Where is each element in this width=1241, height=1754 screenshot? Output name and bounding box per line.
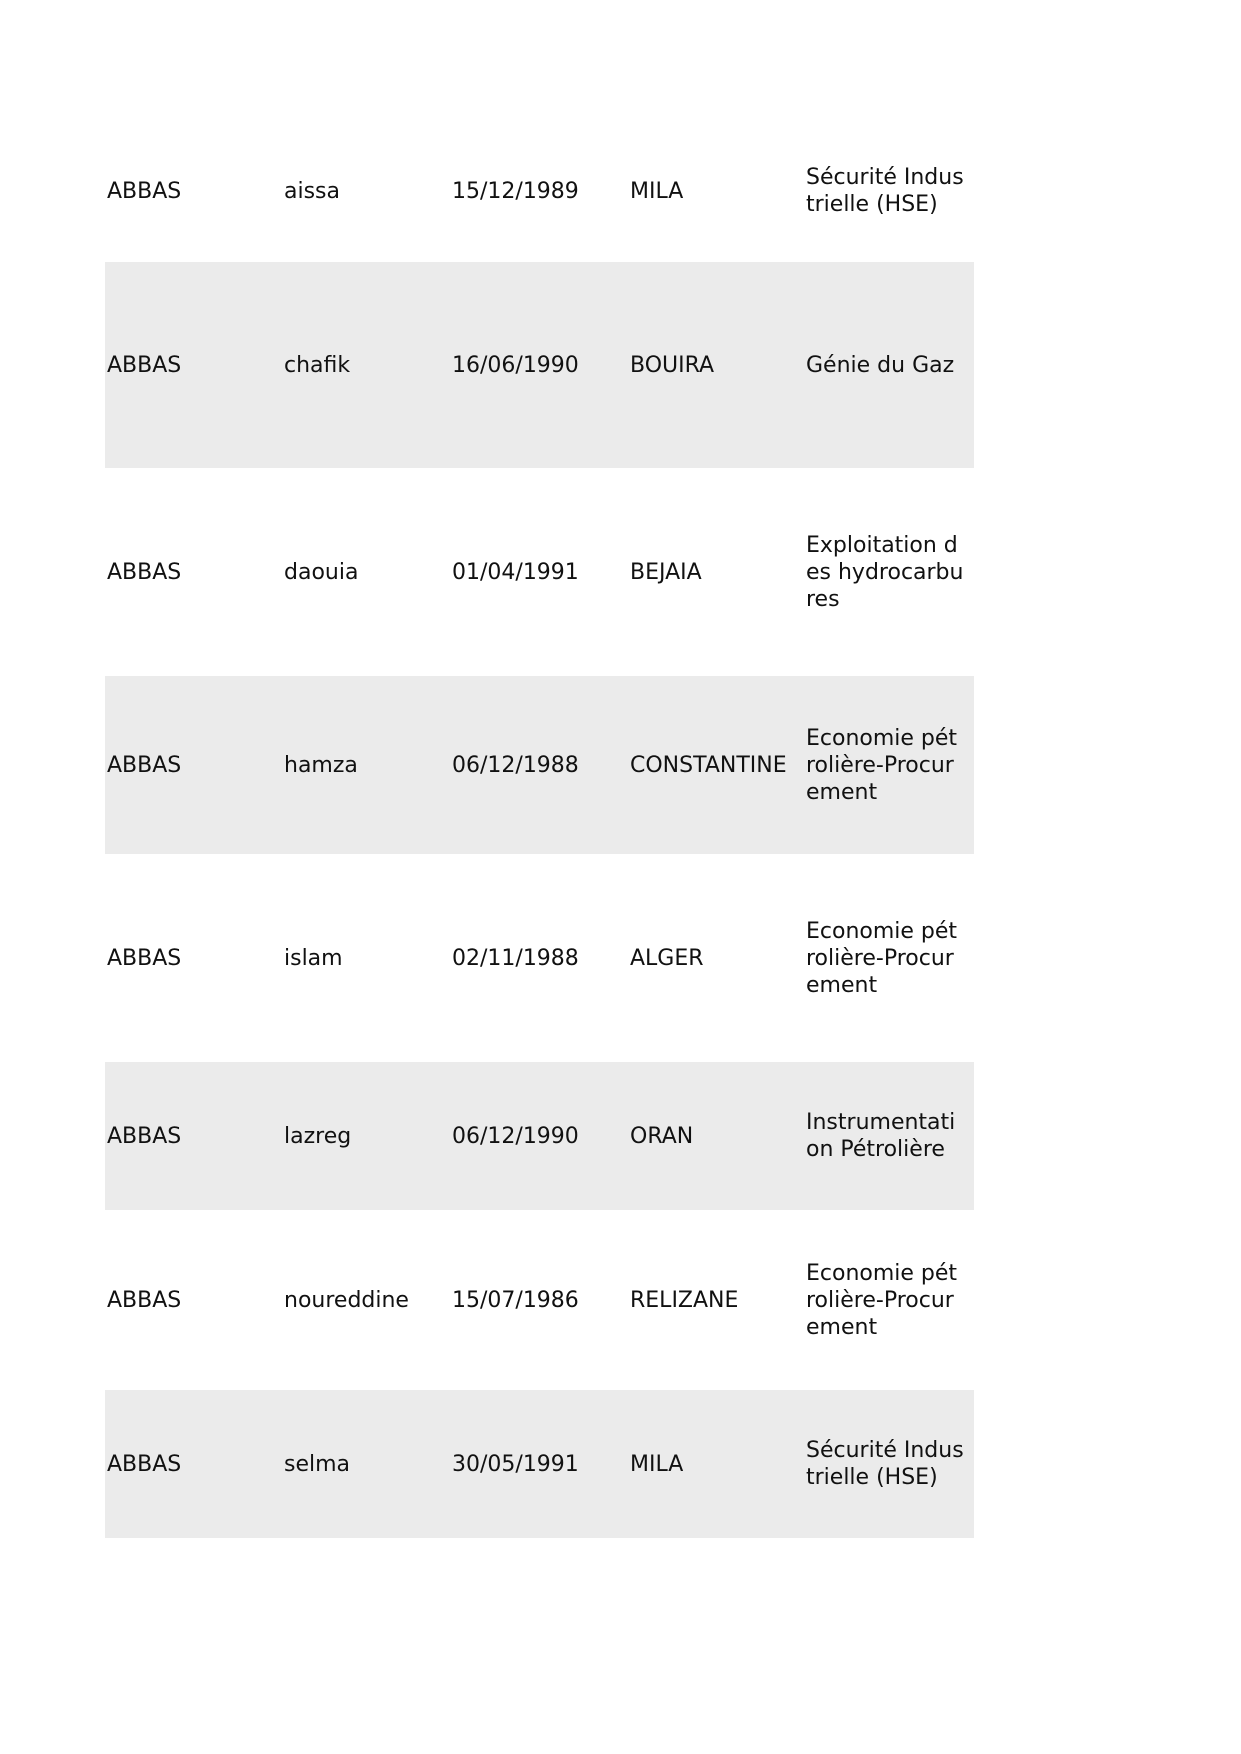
city-cell: RELIZANE (630, 1287, 739, 1313)
city-cell: MILA (630, 178, 684, 204)
table-row (105, 468, 974, 676)
first-name-cell: noureddine (284, 1287, 409, 1313)
birth-date-cell: 15/07/1986 (452, 1287, 579, 1313)
birth-date-cell: 01/04/1991 (452, 559, 579, 585)
city-cell: CONSTANTINE (630, 752, 787, 778)
specialty-cell: Economie pétrolière-Procurement (806, 725, 958, 805)
last-name-cell: ABBAS (107, 1287, 182, 1313)
table-row (105, 1062, 974, 1210)
city-cell: ALGER (630, 945, 704, 971)
last-name-cell: ABBAS (107, 945, 182, 971)
specialty-cell: Exploitation des hydrocarbures (806, 532, 964, 612)
table-row (105, 1210, 974, 1390)
city-cell: MILA (630, 1451, 684, 1477)
last-name-cell: ABBAS (107, 559, 182, 585)
birth-date-cell: 16/06/1990 (452, 352, 579, 378)
first-name-cell: aissa (284, 178, 340, 204)
last-name-cell: ABBAS (107, 178, 182, 204)
specialty-cell: Economie pétrolière-Procurement (806, 1260, 958, 1340)
birth-date-cell: 02/11/1988 (452, 945, 579, 971)
last-name-cell: ABBAS (107, 1451, 182, 1477)
specialty-cell: Economie pétrolière-Procurement (806, 918, 958, 998)
candidates-table (105, 120, 974, 1538)
first-name-cell: hamza (284, 752, 358, 778)
first-name-cell: chafik (284, 352, 351, 378)
table-row (105, 854, 974, 1062)
last-name-cell: ABBAS (107, 752, 182, 778)
specialty-cell: Génie du Gaz (806, 352, 955, 378)
first-name-cell: selma (284, 1451, 351, 1477)
table-row (105, 676, 974, 854)
first-name-cell: islam (284, 945, 343, 971)
table-row (105, 1390, 974, 1538)
specialty-cell: Sécurité Industrielle (HSE) (806, 1438, 964, 1490)
first-name-cell: lazreg (284, 1123, 352, 1149)
last-name-cell: ABBAS (107, 1123, 182, 1149)
last-name-cell: ABBAS (107, 352, 182, 378)
birth-date-cell: 06/12/1988 (452, 752, 579, 778)
table-row (105, 120, 974, 262)
city-cell: BEJAIA (630, 559, 702, 585)
city-cell: BOUIRA (630, 352, 715, 378)
first-name-cell: daouia (284, 559, 359, 585)
specialty-cell: Instrumentation Pétrolière (806, 1110, 956, 1162)
birth-date-cell: 15/12/1989 (452, 178, 579, 204)
birth-date-cell: 06/12/1990 (452, 1123, 579, 1149)
specialty-cell: Sécurité Industrielle (HSE) (806, 165, 964, 217)
birth-date-cell: 30/05/1991 (452, 1451, 579, 1477)
city-cell: ORAN (630, 1123, 694, 1149)
table-row (105, 262, 974, 468)
